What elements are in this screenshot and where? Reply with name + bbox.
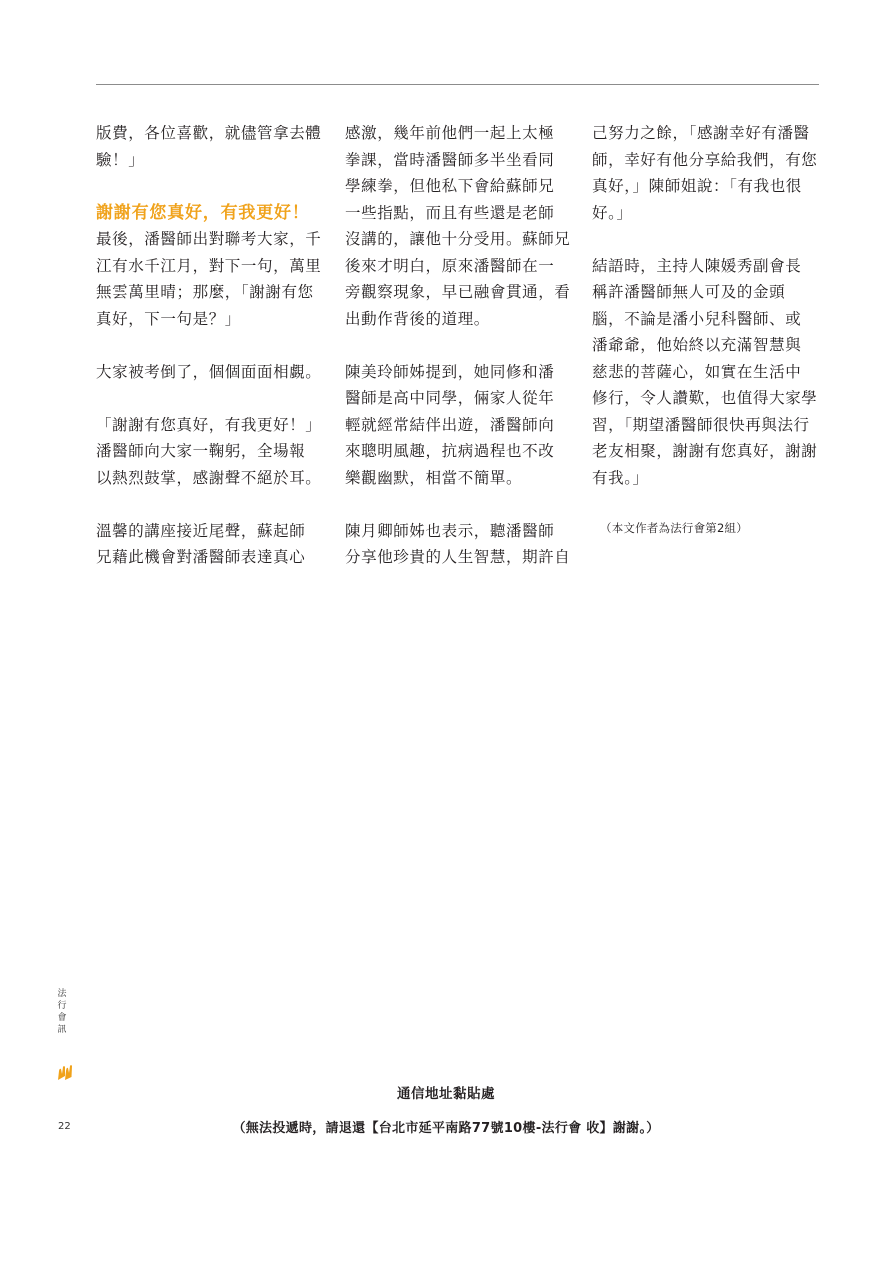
magazine-logo: 法 行 會 訊 — [57, 989, 67, 1035]
paragraph: 己努力之餘，「感謝幸好有潘醫 師，幸好有他分享給我們，有您 真好，」陳師姐說：「有我也很 好。」 — [592, 124, 818, 222]
paragraph: 大家被考倒了，個個面面相覷。 — [96, 362, 322, 381]
return-address-note: （無法投遞時，請退還【台北市延平南路77號10樓-法行會 收】謝謝。） — [232, 1121, 660, 1136]
paragraph: 陳月卿師姊也表示，聽潘醫師 分享他珍貴的人生智慧，期許自 — [345, 521, 571, 566]
page-number: 22 — [58, 1121, 71, 1132]
header-divider — [96, 84, 819, 85]
mailing-label-area: 通信地址黏貼處 — [397, 1086, 495, 1102]
paragraph: 感激，幾年前他們一起上太極 拳課，當時潘醫師多半坐看同 學練拳，但他私下會給蘇師兄 一些指點，而且有些還是老師 沒講的，讓他十分受用。蘇師兄 後來才明白，原來潘醫師在一 旁觀察現象，早已融會貫通，看 出動作背後的道理。 — [345, 124, 571, 328]
paragraph: 溫馨的講座接近尾聲，蘇起師 兄藉此機會對潘醫師表達真心 — [96, 521, 306, 566]
section-heading: 謝謝有您真好，有我更好！ — [96, 202, 310, 223]
paragraph: 結語時，主持人陳媛秀副會長 稱許潘醫師無人可及的金頭 腦，不論是潘小兒科醫師、或 潘爺爺，他始終以充滿智慧與 慈悲的菩薩心，如實在生活中 修行，令人讚歎，也值得大家學 習，「期望潘醫師很快再與法行 老友相聚，謝謝有您真好，謝謝 有我。」 — [592, 256, 818, 487]
author-note: （本文作者為法行會第2組） — [600, 520, 748, 535]
article-column-1 — [96, 120, 324, 597]
hands-logo-icon — [56, 1062, 74, 1082]
paragraph: 最後，潘醫師出對聯考大家，千 江有水千江月，對下一句，萬里 無雲萬里晴；那麼，「謝謝有您 真好，下一句是？」 — [96, 230, 322, 328]
paragraph: 「謝謝有您真好，有我更好！」 潘醫師向大家一鞠躬，全場報 以熱烈鼓掌，感謝聲不絕於耳。 — [96, 415, 322, 487]
paragraph: 版費，各位喜歡，就儘管拿去體 驗！」 — [96, 124, 322, 169]
paragraph: 陳美玲師姊提到，她同修和潘 醫師是高中同學，倆家人從年 輕就經常結伴出遊，潘醫師向 來聰明風趣，抗病過程也不改 樂觀幽默，相當不簡單。 — [345, 362, 555, 487]
article-column-2 — [345, 120, 573, 597]
article-column-3 — [592, 120, 820, 564]
